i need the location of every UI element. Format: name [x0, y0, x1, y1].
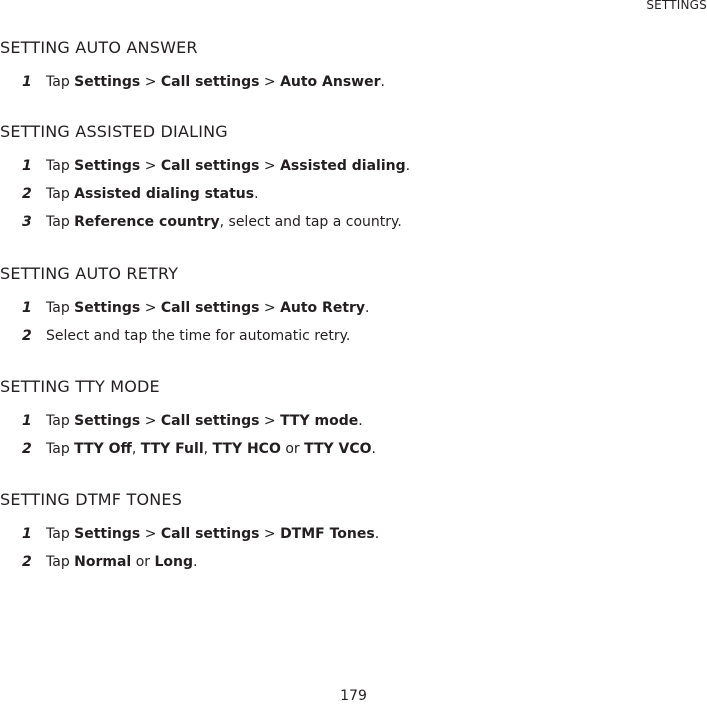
step-1	[0, 152, 411, 180]
step-number: 1	[22, 526, 32, 542]
running-header: SETTINGS	[646, 0, 707, 12]
step-text: Select and tap the time for automatic retry.	[46, 328, 351, 344]
page-number: 179	[340, 688, 367, 704]
section-title: SETTING DTMF TONES	[0, 490, 183, 509]
section-title: SETTING AUTO RETRY	[0, 264, 179, 283]
step-3	[0, 208, 402, 236]
step-text: Tap Settings > Call settings > Auto Retry.	[46, 300, 370, 316]
section-auto-answer	[0, 37, 385, 96]
step-2	[0, 548, 198, 576]
section-assisted-dialing	[0, 121, 411, 236]
step-1	[0, 520, 380, 548]
section-tty-mode	[0, 376, 376, 463]
step-text: Tap Settings > Call settings > DTMF Tones.	[46, 526, 380, 542]
step-number: 2	[22, 554, 32, 570]
step-number: 2	[22, 186, 32, 202]
step-1	[0, 407, 363, 435]
step-number: 3	[22, 214, 32, 230]
step-text: Tap Assisted dialing status.	[46, 186, 259, 202]
step-text: Tap Settings > Call settings > Assisted dialing.	[46, 158, 411, 174]
step-number: 2	[22, 328, 32, 344]
step-number: 1	[22, 74, 32, 90]
section-title: SETTING TTY MODE	[0, 377, 160, 396]
step-text: Tap Reference country, select and tap a country.	[46, 214, 402, 230]
step-1	[0, 68, 385, 96]
step-1	[0, 294, 370, 322]
step-text: Tap Settings > Call settings > Auto Answer.	[46, 74, 385, 90]
step-text: Tap TTY Off, TTY Full, TTY HCO or TTY VCO.	[46, 441, 376, 457]
step-number: 2	[22, 441, 32, 457]
section-auto-retry	[0, 263, 370, 350]
step-number: 1	[22, 158, 32, 174]
step-2	[0, 435, 376, 463]
step-text: Tap Settings > Call settings > TTY mode.	[46, 413, 363, 429]
step-2	[0, 180, 259, 208]
step-2	[0, 322, 351, 350]
step-text: Tap Normal or Long.	[46, 554, 198, 570]
step-number: 1	[22, 300, 32, 316]
section-title: SETTING ASSISTED DIALING	[0, 122, 228, 141]
section-dtmf-tones	[0, 489, 380, 576]
section-title: SETTING AUTO ANSWER	[0, 38, 198, 57]
step-number: 1	[22, 413, 32, 429]
